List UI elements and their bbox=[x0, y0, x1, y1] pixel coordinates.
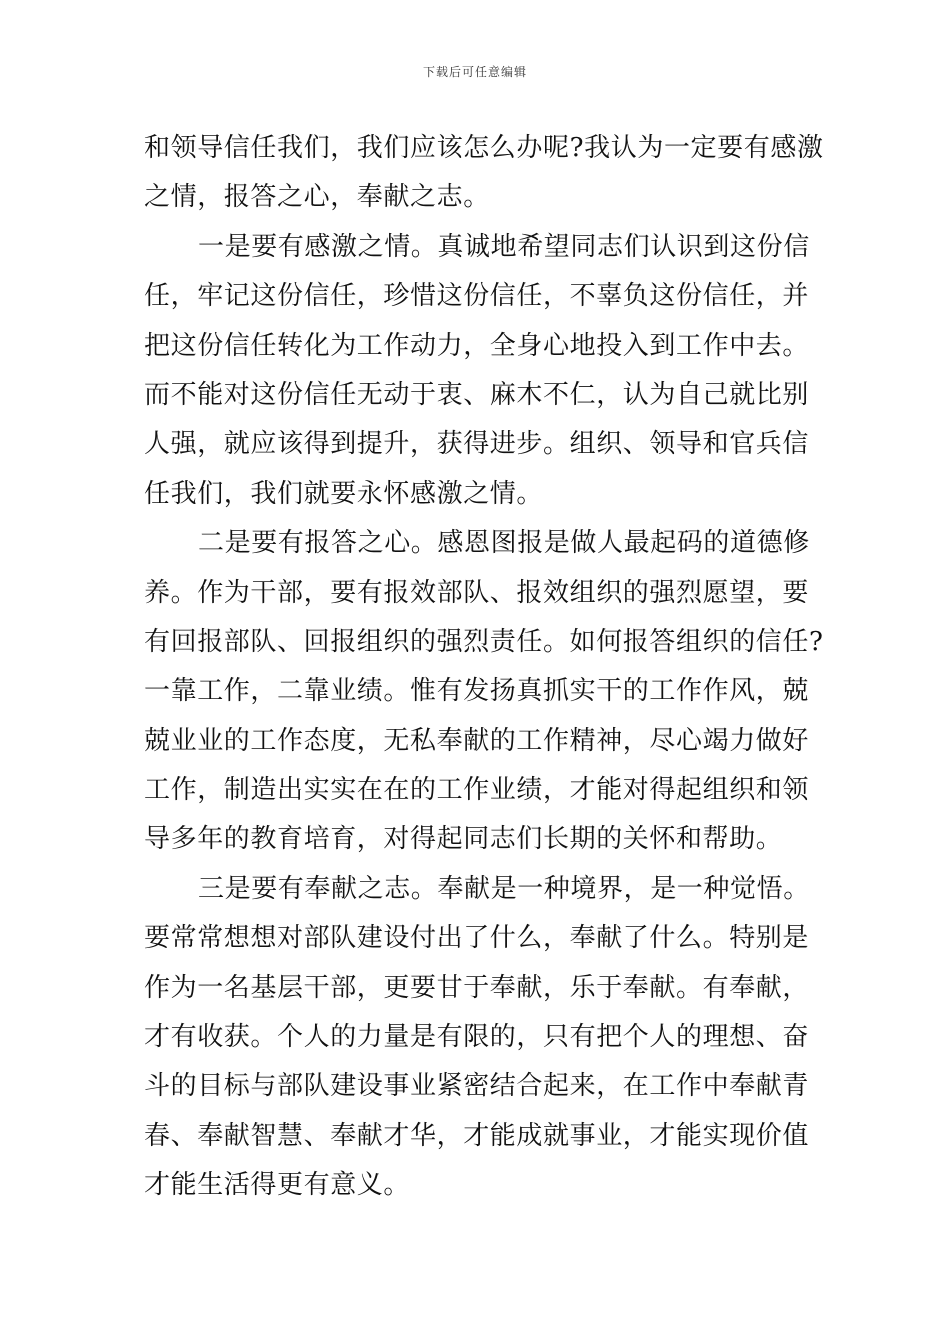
text-line: 把这份信任转化为工作动力，全身心地投入到工作中去。 bbox=[144, 330, 810, 361]
text-line: 斗的目标与部队建设事业紧密结合起来，在工作中奉献青 bbox=[144, 1071, 810, 1102]
paragraph-first-line: 三是要有奉献之志。奉献是一种境界，是一种觉悟。 bbox=[198, 873, 810, 904]
text-line: 一靠工作，二靠业绩。惟有发扬真抓实干的工作作风，兢 bbox=[144, 676, 810, 707]
text-line: 要常常想想对部队建设付出了什么，奉献了什么。特别是 bbox=[144, 923, 810, 954]
text-line: 和领导信任我们，我们应该怎么办呢?我认为一定要有感激 bbox=[144, 133, 824, 163]
text-line: 任，牢记这份信任，珍惜这份信任，不辜负这份信任，并 bbox=[144, 281, 810, 312]
text-line: 养。作为干部，要有报效部队、报效组织的强烈愿望，要 bbox=[144, 577, 810, 608]
text-line: 兢业业的工作态度，无私奉献的工作精神，尽心竭力做好 bbox=[144, 725, 810, 756]
text-line: 才有收获。个人的力量是有限的，只有把个人的理想、奋 bbox=[144, 1022, 810, 1053]
paragraph-first-line: 一是要有感激之情。真诚地希望同志们认识到这份信 bbox=[198, 231, 810, 262]
text-line: 才能生活得更有意义。 bbox=[144, 1170, 411, 1201]
text-line: 作为一名基层干部，更要甘于奉献，乐于奉献。有奉献， bbox=[144, 972, 810, 1003]
text-line: 导多年的教育培育，对得起同志们长期的关怀和帮助。 bbox=[144, 824, 783, 855]
text-line: 春、奉献智慧、奉献才华，才能成就事业，才能实现价值 bbox=[144, 1120, 810, 1151]
text-line: 工作，制造出实实在在的工作业绩，才能对得起组织和领 bbox=[144, 775, 810, 806]
text-line: 之情，报答之心，奉献之志。 bbox=[144, 182, 490, 213]
page-header-note: 下载后可任意编辑 bbox=[422, 65, 527, 79]
text-line: 有回报部队、回报组织的强烈责任。如何报答组织的信任? bbox=[144, 626, 824, 657]
text-line: 任我们，我们就要永怀感激之情。 bbox=[144, 478, 544, 509]
text-line: 人强，就应该得到提升，获得进步。组织、领导和官兵信 bbox=[144, 429, 810, 460]
paragraph-first-line: 二是要有报答之心。感恩图报是做人最起码的道德修 bbox=[198, 528, 810, 559]
document-body bbox=[144, 124, 824, 1211]
text-line: 而不能对这份信任无动于衷、麻木不仁，认为自己就比别 bbox=[144, 379, 810, 410]
